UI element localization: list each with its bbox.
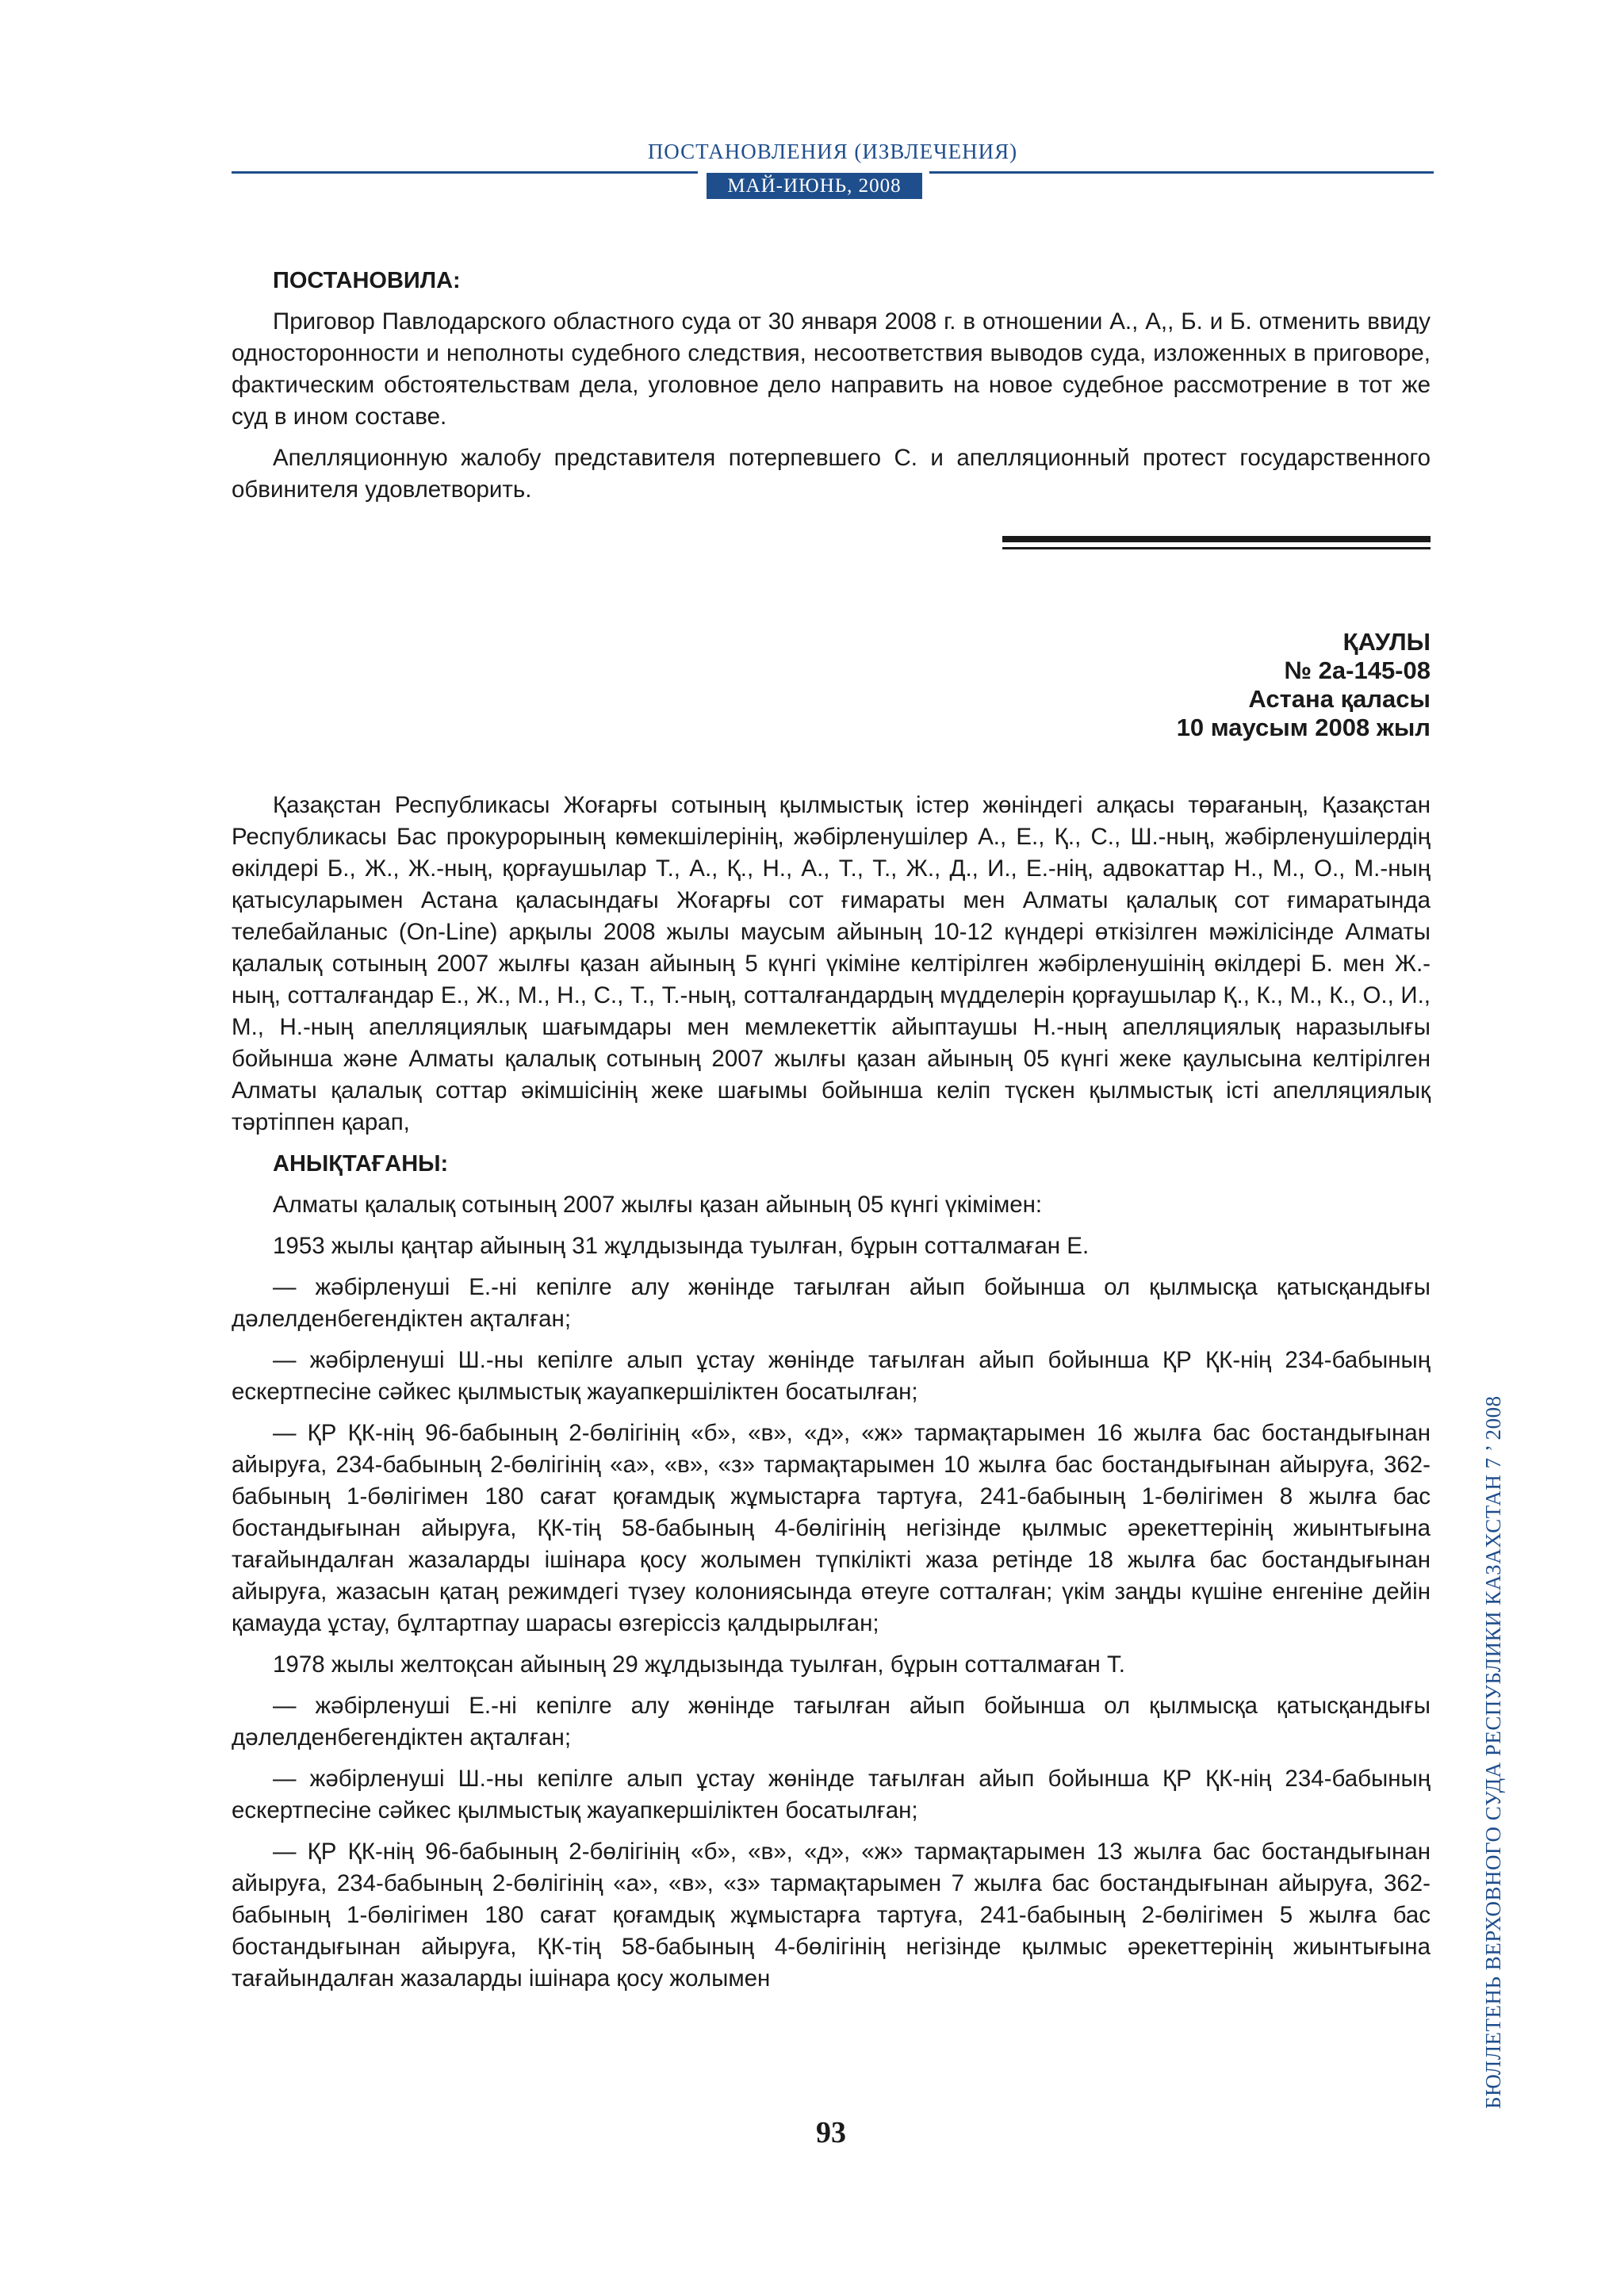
section-separator xyxy=(232,515,1431,587)
side-running-title: БЮЛЛЕТЕНЬ ВЕРХОВНОГО СУДА РЕСПУБЛИКИ КАЗАХСТАН 7 ’ 2008 xyxy=(1481,1395,1505,2109)
separator-thin-rule xyxy=(1002,547,1431,549)
findings-paragraph: — жәбірленуші Е.-ні кепілге алу жөнінде тағылған айып бойынша ол қылмысқа қатысқандығы дәлелденбегендіктен ақталған; xyxy=(232,1274,1431,1332)
findings-paragraph: — жәбірленуші Ш.-ны кепілге алып ұстау жөнінде тағылған айып бойынша ҚР ҚК-нің 234-бабының ескертпесіне сәйкес қылмыстық жауапкершіліктен босатылған; xyxy=(232,1766,1431,1823)
decision-number: № 2а-145-08 xyxy=(1284,656,1431,684)
header-rule-left xyxy=(232,171,698,174)
findings-paragraph: — жәбірленуші Ш.-ны кепілге алып ұстау жөнінде тағылған айып бойынша ҚР ҚК-нің 234-бабының ескертпесіне сәйкес қылмыстық жауапкершіліктен босатылған; xyxy=(232,1347,1431,1405)
document-body xyxy=(232,265,1431,2004)
ruling-heading: ПОСТАНОВИЛА: xyxy=(273,268,461,293)
decision-block xyxy=(232,628,1431,742)
findings-paragraph: 1953 жылы қаңтар айының 31 жұлдызында туылған, бұрын сотталмаған Е. xyxy=(273,1233,1090,1259)
findings-paragraph: 1978 жылы желтоқсан айының 29 жұлдызында туылған, бұрын сотталмаған Т. xyxy=(273,1651,1125,1678)
findings-paragraph: — ҚР ҚК-нің 96-бабының 2-бөлігінің «б», «в», «д», «ж» тармақтарымен 16 жылға бас бостандығынан айыруға, 234-бабының 2-бөлігінің «а», «в», «з» тармақтарымен 10 жылға бас бостандығынан айыруға, 362-бабының 1-бөлігімен 180 сағат қоғамдық жұмыстарға тартуға, 241-бабының 1-бөлігімен 8 жылға бас бостандығынан айыруға, ҚК-тің 58-бабының 4-бөлігінің негізінде қылмыс әрекеттерінің жиынтығына тағайындалған жазаларды ішінара қосу жолымен түпкілікті жаза ретінде 18 жылға бас бостандығынан айыруға, жазасын қатаң режимдегі түзеу колониясында өтеуге сотталған; үкім заңды күшіне енгеніне дейін қамауда ұстау, бұлтартпау шарасы өзгеріссіз қалдырылған; xyxy=(232,1420,1431,1636)
findings-paragraph: Алматы қалалық сотының 2007 жылғы қазан айының 05 күнгі үкімімен: xyxy=(273,1192,1043,1218)
header-rule-right xyxy=(929,171,1434,174)
findings-paragraph: — жәбірленуші Е.-ні кепілге алу жөнінде тағылған айып бойынша ол қылмысқа қатысқандығы дәлелденбегендіктен ақталған; xyxy=(232,1693,1431,1751)
decision-date: 10 маусым 2008 жыл xyxy=(1176,714,1431,741)
findings-heading: АНЫҚТАҒАНЫ: xyxy=(273,1151,449,1177)
header-title: ПОСТАНОВЛЕНИЯ (ИЗВЛЕЧЕНИЯ) xyxy=(647,140,1018,163)
ruling-paragraph: Приговор Павлодарского областного суда от 30 января 2008 г. в отношении А., А,, Б. и Б. отменить ввиду односторонности и неполноты судебного следствия, несоответствия выводов суда, изложенных в приговоре, фактическим обстоятельствам дела, уголовное дело направить на новое судебное рассмотрение в тот же суд в ином составе. xyxy=(232,308,1431,430)
separator-thick-rule xyxy=(1002,536,1431,542)
ruling-paragraph: Апелляционную жалобу представителя потерпевшего С. и апелляционный протест государственного обвинителя удовлетворить. xyxy=(232,445,1431,503)
page-header xyxy=(232,138,1434,201)
header-issue-badge: МАЙ-ИЮНЬ, 2008 xyxy=(707,173,922,199)
intro-paragraph: Қазақстан Республикасы Жоғарғы сотының қылмыстық істер жөніндегі алқасы төрағаның, Қазақстан Республикасы Бас прокурорының көмекшілерінің, жәбірленушілер А., Е., Қ., С., Ш.-ның, жәбірленушілердің өкілдері Б., Ж., Ж.-ның, қорғаушылар Т., А., Қ., Н., А., Т., Т., Ж., Д., И., Е.-нің, адвокаттар Н., М., О., М.-ның қатысуларымен Астана қаласындағы Жоғарғы сот ғимараты мен Алматы қалалық сот ғимаратында телебайланыс (On-Line) арқылы 2008 жылы маусым айының 10-12 күндері өткізілген мәжілісінде Алматы қалалық сотының 2007 жылғы қазан айының 5 күнгі үкіміне келтірілген жәбірленушінің өкілдері Б. мен Ж.-ның, сотталғандар Е., Ж., М., Н., С., Т., Т.-ның, сотталғандардың мүдделерін қорғаушылар Қ., К., М., К., О., И., М., Н.-ның апелляциялық шағымдары мен мемлекеттік айыптаушы Н.-ның апелляциялық наразылығы бойынша және Алматы қалалық сотының 2007 жылғы қазан айының 05 күнгі жеке қаулысына келтірілген Алматы қалалық соттар әкімшісінің жеке шағымы бойынша келіп түскен қылмыстық істі апелляциялық тәртіппен қарап, xyxy=(232,792,1431,1135)
decision-city: Астана қаласы xyxy=(1248,685,1431,713)
page-number: 93 xyxy=(816,2116,846,2149)
findings-paragraph: — ҚР ҚК-нің 96-бабының 2-бөлігінің «б», «в», «д», «ж» тармақтарымен 13 жылға бас бостандығынан айыруға, 234-бабының 2-бөлігінің «а», «в», «з» тармақтарымен 7 жылға бас бостандығынан айыруға, 362-бабының 1-бөлігімен 180 сағат қоғамдық жұмыстарға тартуға, 241-бабының 2-бөлігімен 5 жылға бас бостандығынан айыруға, ҚК-тің 58-бабының 4-бөлігінің негізінде қылмыс әрекеттерінің жиынтығына тағайындалған жазаларды ішінара қосу жолымен xyxy=(232,1839,1431,1992)
decision-title: ҚАУЛЫ xyxy=(1342,628,1431,656)
